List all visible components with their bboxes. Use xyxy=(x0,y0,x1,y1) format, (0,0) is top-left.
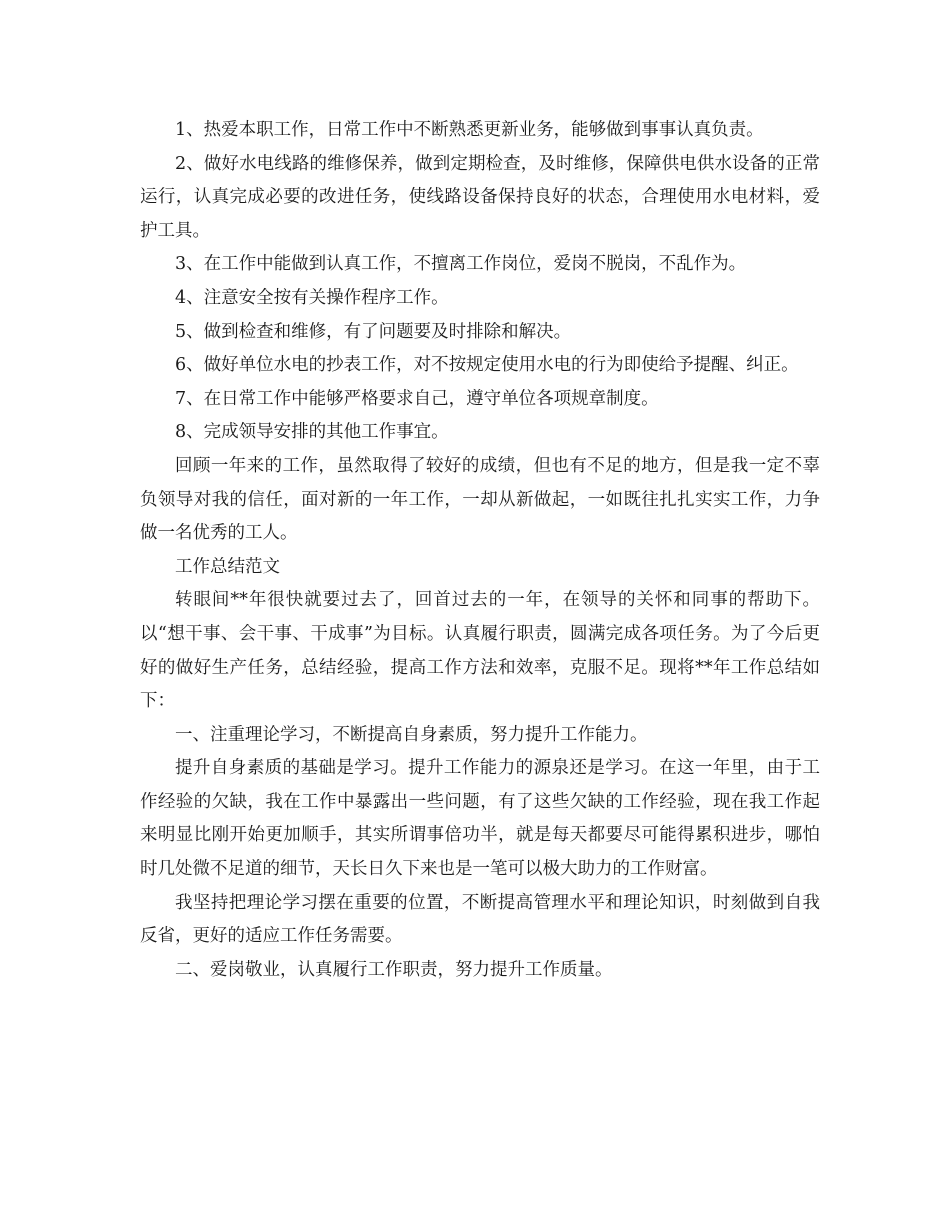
intro-paragraph: 转眼间**年很快就要过去了，回首过去的一年，在领导的关怀和同事的帮助下。以“想干事、会干事、干成事”为目标。认真履行职责，圆满完成各项任务。为了今后更好的做好生产任务，总结经验，提高工作方法和效率，克服不足。现将**年工作总结如下： xyxy=(140,590,820,712)
section-heading: 工作总结范文 xyxy=(175,556,280,577)
theory-paragraph: 我坚持把理论学习摆在重要的位置，不断提高管理水平和理论知识，时刻做到自我反省，更好的适应工作任务需要。 xyxy=(140,892,820,947)
review-paragraph: 回顾一年来的工作，虽然取得了较好的成绩，但也有不足的地方，但是我一定不辜负领导对我的信任，面对新的一年工作，一却从新做起，一如既往扎扎实实工作，力争做一名优秀的工人。 xyxy=(140,455,820,544)
paragraph-item-2: 2、做好水电线路的维修保养，做到定期检查，及时维修，保障供电供水设备的正常运行，认真完成必要的改进任务，使线路设备保持良好的状态，合理使用水电材料，爱护工具。 xyxy=(140,153,820,241)
paragraph-item-1: 1、热爱本职工作，日常工作中不断熟悉更新业务，能够做到事事认真负责。 xyxy=(175,120,764,140)
paragraph-item-4: 4、注意安全按有关操作程序工作。 xyxy=(175,287,449,308)
study-paragraph: 提升自身素质的基础是学习。提升工作能力的源泉还是学习。在这一年里，由于工作经验的欠缺，我在工作中暴露出一些问题，有了这些欠缺的工作经验，现在我工作起来明显比刚开始更加顺手，其实所谓事倍功半，就是每天都要尽可能得累积进步，哪怕时几处微不足道的细节，天长日久下来也是一笔可以极大助力的工作财富。 xyxy=(140,758,820,880)
paragraph-item-7: 7、在日常工作中能够严格要求自己，遵守单位各项规章制度。 xyxy=(175,388,659,409)
document-body xyxy=(140,114,820,987)
paragraph-item-8: 8、完成领导安排的其他工作事宜。 xyxy=(175,422,449,443)
subheading-two: 二、爱岗敬业，认真履行工作职责，努力提升工作质量。 xyxy=(175,959,613,980)
subheading-one: 一、注重理论学习，不断提高自身素质，努力提升工作能力。 xyxy=(175,724,648,745)
paragraph-item-6: 6、做好单位水电的抄表工作，对不按规定使用水电的行为即使给予提醒、纠正。 xyxy=(175,355,799,376)
paragraph-item-5: 5、做到检查和维修，有了问题要及时排除和解决。 xyxy=(175,321,572,342)
paragraph-item-3: 3、在工作中能做到认真工作，不擅离工作岗位，爱岗不脱岗，不乱作为。 xyxy=(175,254,747,275)
